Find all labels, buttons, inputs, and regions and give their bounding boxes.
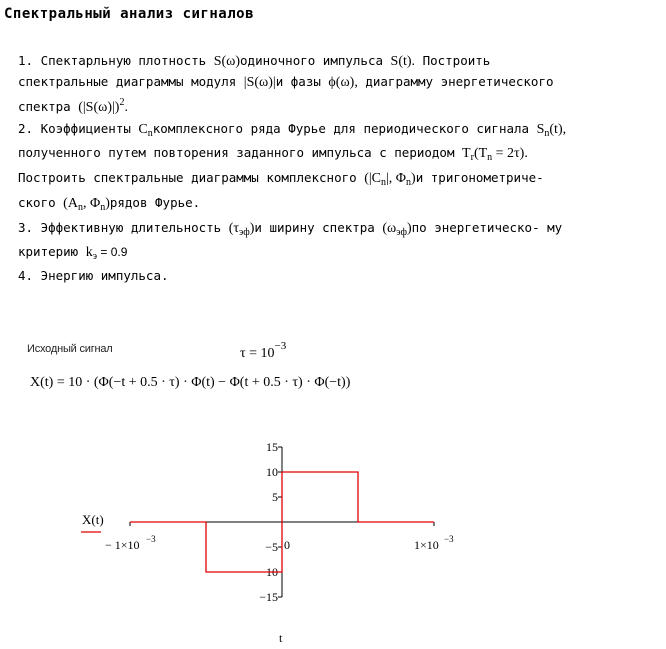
math-sub: n [544, 128, 550, 139]
tau-exponent: −3 [274, 340, 287, 352]
y-tick-label: −15 [259, 590, 278, 604]
text: рядов Фурье. [109, 195, 201, 210]
text: комплексного ряда Фурье для периодического сигнала [152, 121, 530, 136]
task-2-line-4 [18, 195, 200, 213]
signal-formula: X(t) = 10 · (Φ(−t + 0.5 · τ) · Φ(t) − Φ(t + 0.5 · τ) · Φ(−t)) [30, 375, 351, 390]
math-sup: 2 [119, 97, 125, 108]
math: (T [473, 146, 488, 161]
math: (|C [364, 171, 381, 186]
x-axis-title: t [279, 631, 283, 645]
task-2-line-2 [18, 145, 528, 163]
y-tick-label: 5 [272, 490, 278, 504]
task-3-line-2 [18, 244, 127, 262]
text: ского [18, 195, 56, 210]
math: ) [105, 196, 110, 211]
signal-line [130, 472, 434, 572]
y-tick-label: 10 [266, 465, 278, 479]
task-2-line-3 [18, 170, 544, 188]
x-max-label: 1×10 [414, 538, 439, 552]
math: |S(ω)| [243, 75, 276, 90]
text: 3. Эффективную длительность [18, 220, 222, 235]
text: спектральные диаграммы модуля [18, 74, 237, 89]
text: спектра [18, 99, 71, 114]
math: , Φ [82, 196, 101, 211]
math: T [462, 146, 471, 161]
math: (t), [549, 122, 567, 137]
math-sub: n [406, 177, 412, 188]
text: Построить спектральные диаграммы комплексного [18, 170, 357, 185]
text: одиночного импульса [240, 53, 384, 68]
math-sub: эф [239, 227, 250, 238]
math-sub: n [77, 202, 83, 213]
math: = 2τ). [492, 146, 528, 161]
y-tick-label: −10 [259, 565, 278, 579]
text: и тригонометриче- [415, 170, 544, 185]
signal-chart [0, 430, 666, 649]
math: S [536, 122, 545, 137]
math: (τ [228, 221, 240, 236]
x-max-exponent: −3 [444, 534, 454, 544]
task-1-line-1 [18, 53, 490, 70]
text: диаграмму энергетического [357, 74, 554, 89]
math: = 0.9 [97, 245, 128, 259]
math: C [138, 122, 148, 137]
math: (|S(ω)|) [78, 100, 120, 115]
task-3-line-1 [18, 220, 562, 238]
text: по энергетическо- му [411, 220, 563, 235]
task-4-line-1 [18, 268, 169, 283]
math: |, Φ [386, 171, 407, 186]
legend-label-text: X(t) [82, 512, 104, 527]
tau-lhs: τ = 10 [240, 346, 275, 361]
text: полученного путем повторения заданного импульса с периодом [18, 145, 455, 160]
math-sub: n [100, 202, 106, 213]
math-sub: r [470, 152, 474, 163]
math-sub: n [487, 152, 493, 163]
task-1-line-3 [18, 97, 128, 116]
math: ) [406, 221, 412, 236]
tau-definition [240, 340, 286, 362]
math: (A [63, 196, 78, 211]
math: ) [249, 221, 255, 236]
y-tick-label: 15 [266, 440, 278, 454]
math-sub: n [381, 177, 386, 188]
x-zero-label: 0 [284, 538, 290, 552]
x-min-exponent: −3 [146, 534, 156, 544]
y-tick-label: −5 [265, 540, 278, 554]
math: S(t). [390, 54, 416, 69]
math: S(ω) [213, 54, 241, 69]
math-sub: э [92, 251, 98, 262]
page-title: Спектральный анализ сигналов [4, 6, 255, 22]
math: k [85, 245, 93, 260]
x-min-label: − 1×10 [105, 538, 140, 552]
text: и фазы [275, 74, 321, 89]
math: . [124, 100, 128, 115]
text: и ширину спектра [254, 220, 375, 235]
source-signal-label: Исходный сигнал [27, 343, 113, 355]
text: 4. Энергию импульса. [18, 268, 169, 283]
math: ) [411, 171, 416, 186]
math: (ω [382, 221, 397, 236]
task-1-line-2 [18, 74, 554, 91]
math-sub: n [147, 128, 153, 139]
text: 1. Спектарльную плотность [18, 53, 207, 68]
text: 2. Коэффициенты [18, 121, 131, 136]
math-sub: эф [396, 227, 407, 238]
text: Построить [415, 53, 491, 68]
math: ϕ(ω), [328, 75, 358, 90]
task-2-line-1 [18, 121, 566, 139]
text: критерию [18, 244, 79, 259]
